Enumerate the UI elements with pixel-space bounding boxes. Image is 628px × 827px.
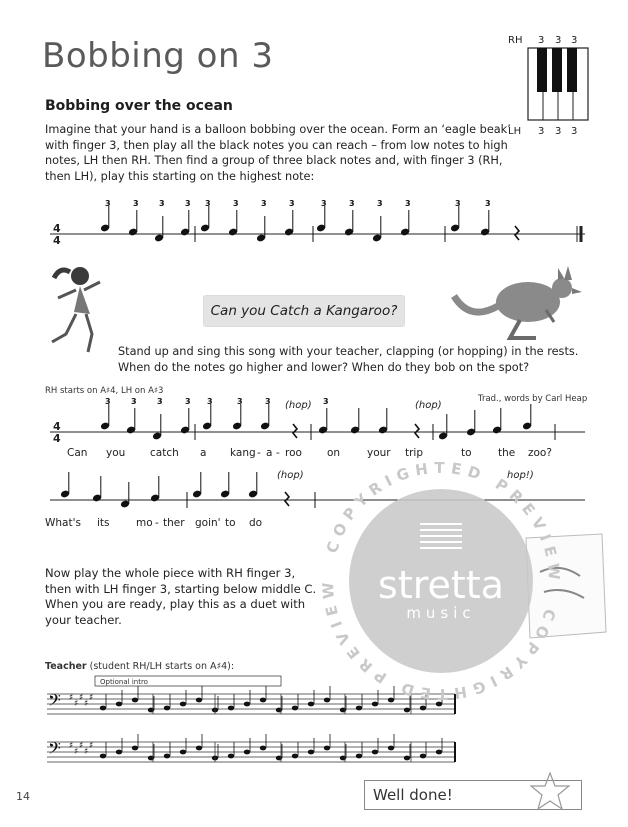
exercise-staff [45,196,605,256]
time-sig-top: 4 [53,420,61,433]
lyric-word: to [225,517,236,529]
lyric-word: goin' [195,517,221,529]
note [116,750,122,755]
intro-line: then LH), play this starting on the highest note: [45,169,315,183]
note [260,698,266,703]
song-notes [100,397,555,440]
black-key [567,48,577,92]
watermark-ring-text: COPYRIGHTED PREVIEW [322,458,564,587]
lyric-word: Can [67,447,88,459]
song-staff-1 [45,394,605,454]
note [420,754,426,759]
note [344,199,355,236]
note [100,397,111,430]
note [180,199,191,236]
hop-label: (hop) [277,470,304,481]
note [378,408,388,434]
note [450,199,461,232]
note [228,754,234,759]
lyric-word: roo [285,447,302,459]
note [480,199,491,236]
note [248,472,258,498]
watermark-sub: music [406,604,476,622]
note [100,754,106,759]
sharp-icon: ♯ [84,747,89,757]
note [356,754,362,759]
lyric-word: a [200,447,207,459]
lyric-word: its [97,517,110,529]
note [120,482,130,508]
exercise-notes [100,199,519,242]
rest [515,226,519,240]
note [132,746,138,751]
duet-instructions [45,566,316,628]
lyric-word: - [155,517,159,529]
sharp-icon: ♯ [74,747,79,757]
watermark-brand: stretta [378,563,504,607]
keyboard-diagram [505,30,620,140]
note [152,397,163,440]
note [196,698,202,703]
kangaroo-tail [454,296,498,312]
note [150,476,160,502]
note [202,397,213,430]
finger-number: 3 [289,199,295,208]
note [388,746,394,751]
note [372,750,378,755]
note [372,199,383,242]
lyric-word: a [266,447,273,459]
time-sig-bottom: 4 [53,432,61,445]
sharp-icon: ♯ [89,741,94,751]
duet-line: your teacher. [45,612,122,627]
time-sig-bottom: 4 [53,234,61,247]
intro-line: notes, LH then RH. Then find a group of three black notes and, with finger 3 (RH, [45,154,503,167]
rest [285,492,289,506]
finger-number: 3 [265,397,271,406]
note [318,397,329,434]
note [292,754,298,759]
finger-number: 3 [349,199,355,208]
hop-label: (hop) [285,400,312,411]
finger-number: 3 [157,397,163,406]
note [350,408,360,434]
page-number: 14 [16,790,30,803]
lh-label: LH [508,126,522,137]
black-key [552,48,562,92]
sharp-icon: ♯ [89,693,94,703]
finger-number: 3 [105,397,111,406]
note [180,702,186,707]
note [284,199,295,236]
teacher-note: (student RH/LH starts on A♯4): [89,661,235,672]
lyric-word: the [498,447,516,459]
note [492,408,502,434]
rh-finger: 3 [571,35,578,46]
lyric-word: your [367,447,391,459]
watermark-ring-text: COPYRIGHTED PREVIEW [318,575,560,704]
note [100,199,111,232]
teacher-label [45,661,234,672]
note [466,410,476,436]
bass-clef-icon: 𝄢 [48,690,61,714]
lyric-word: mo [136,517,153,529]
note [256,199,267,242]
note [164,754,170,759]
finger-number: 3 [485,199,491,208]
note [308,750,314,755]
finger-number: 3 [105,199,111,208]
bass-clef-icon: 𝄢 [48,738,61,762]
duet-line: Now play the whole piece with RH finger 3, [45,566,296,580]
kangaroo-head [552,278,572,298]
girl-hair [54,270,70,278]
finger-number: 3 [323,397,329,406]
lh-finger: 3 [571,126,578,137]
finger-number: 3 [237,397,243,406]
lyric-word: catch [150,447,179,459]
sharp-icon: ♯ [79,741,84,751]
hop-label: (hop) [415,400,442,411]
note [116,702,122,707]
lyric-word: zoo? [528,447,552,459]
rh-finger: 3 [538,35,545,46]
note [92,476,102,502]
finger-number: 3 [455,199,461,208]
song-instructions [118,344,578,375]
kangaroo-illustration [450,262,585,342]
note [228,199,239,236]
girl-illustration [40,262,120,358]
rest [293,424,297,438]
note [292,706,298,711]
finger-number: 3 [207,397,213,406]
finger-number: 3 [185,397,191,406]
copyright-watermark [312,452,570,710]
sharp-icon: ♯ [74,699,79,709]
song-title-callout: Can you Catch a Kangaroo? [204,296,404,326]
rest [415,424,419,438]
sharp-icon: ♯ [69,741,74,751]
note [436,750,442,755]
note [220,472,230,498]
note [180,750,186,755]
lh-finger: 3 [538,126,545,137]
lyric-word: - [276,447,280,459]
note [316,199,327,232]
note [522,404,532,430]
finger-number: 3 [185,199,191,208]
teacher-title: Teacher [45,661,87,672]
note [200,199,211,232]
note [244,702,250,707]
song-credit: Trad., words by Carl Heap [478,394,588,404]
finger-number: 3 [261,199,267,208]
note [404,756,410,761]
note [192,472,202,498]
note [164,706,170,711]
star-icon [528,770,572,814]
note [132,698,138,703]
note [60,472,70,498]
note [126,397,137,434]
note [180,397,191,434]
note [128,199,139,236]
optional-intro-label: Optional intro [100,678,148,686]
note [260,397,271,430]
note [228,706,234,711]
intro-paragraph [45,122,511,184]
girl-body [74,286,90,314]
duet-line: then with LH finger 3, starting below middle C. [45,581,317,596]
finger-number: 3 [159,199,165,208]
lyric-word: on [327,447,341,459]
lyric-word: What's [45,517,81,529]
lh-finger: 3 [555,126,562,137]
finger-number: 3 [233,199,239,208]
staff-system [47,734,455,762]
rh-finger: 3 [555,35,562,46]
duet-line: When you are ready, play this as a duet with [45,597,306,611]
black-key [537,48,547,92]
finger-number: 3 [321,199,327,208]
lyric-word: ther [163,517,185,529]
rh-label: RH [508,35,523,46]
lyrics-line-2 [45,517,305,531]
lyric-word: trip [405,447,424,459]
sharp-icon: ♯ [69,693,74,703]
finger-number: 3 [377,199,383,208]
lyric-word: do [249,517,263,529]
note [100,706,106,711]
note [154,199,165,242]
song-instruction-line: When do the notes go higher and lower? When do they bob on the spot? [118,360,530,374]
time-sig-top: 4 [53,222,61,235]
note [438,414,448,440]
hop-label: hop!) [507,470,534,481]
girl-head [71,267,89,285]
page-title: Bobbing on 3 [42,36,274,76]
note [260,746,266,751]
note [400,199,411,236]
finger-number: 3 [131,397,137,406]
lyric-word: - [257,447,261,459]
start-note-label: RH starts on A♯4, LH on A♯3 [45,386,164,396]
intro-line: Imagine that your hand is a balloon bobbing over the ocean. Form an ‘eagle beak’ [45,123,511,136]
finger-number: 3 [405,199,411,208]
note [232,397,243,430]
lyric-word: you [106,447,126,459]
finger-number: 3 [205,199,211,208]
note [196,746,202,751]
sharp-icon: ♯ [84,699,89,709]
note [244,750,250,755]
sharp-icon: ♯ [79,693,84,703]
lyric-word: to [461,447,472,459]
lyric-word: kang [230,447,256,459]
well-done-label: Well done! [373,786,453,804]
section-heading: Bobbing over the ocean [45,98,233,114]
song-instruction-line: Stand up and sing this song with your teacher, clapping (or hopping) in the rests. [118,345,579,358]
note [324,746,330,751]
finger-number: 3 [133,199,139,208]
intro-line: with finger 3, then play all the black notes you can reach – from low notes to high [45,138,508,152]
